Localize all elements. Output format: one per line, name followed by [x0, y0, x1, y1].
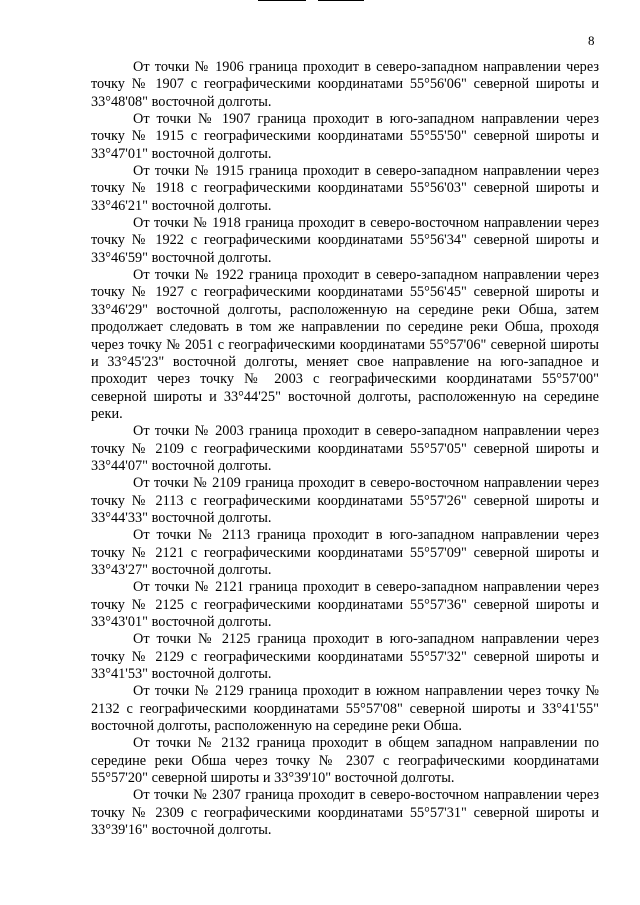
- paragraph-point-2113: От точки № 2113 граница проходит в юго-западном направлении через точку № 2121 с географическими координатами 55°57'09" северной широты и 33°43'27" восточной долготы.: [91, 527, 599, 578]
- paragraph-point-1922: От точки № 1922 граница проходит в северо-западном направлении через точку № 1927 с географическими координатами 55°56'45" северной широты и 33°46'29" восточной долготы, расположенную на середине реки Обша, затем продолжает следовать в том же направлении по середине реки Обша, проходя через точку № 2051 с географическими координатами 55°57'06" северной широты и 33°45'23" восточной долготы, меняет свое направление на юго-западное и проходит через точку № 2003 с географическими координатами 55°57'00" северной широты и 33°44'25" восточной долготы, расположенную на середине реки.: [91, 267, 599, 422]
- paragraph-point-2129: От точки № 2129 граница проходит в южном направлении через точку № 2132 с географическими координатами 55°57'08" северной широты и 33°41'55" восточной долготы, расположенную на середине реки Обша.: [91, 683, 599, 735]
- scan-edge-line-left: [258, 0, 306, 1]
- paragraph-point-1906: От точки № 1906 граница проходит в северо-западном направлении через точку № 1907 с географическими координатами 55°56'06" северной широты и 33°48'08" восточной долготы.: [91, 59, 599, 110]
- paragraph-point-2125: От точки № 2125 граница проходит в юго-западном направлении через точку № 2129 с географическими координатами 55°57'32" северной широты и 33°41'53" восточной долготы.: [91, 631, 599, 683]
- paragraph-point-2003: От точки № 2003 граница проходит в северо-западном направлении через точку № 2109 с географическими координатами 55°57'05" северной широты и 33°44'07" восточной долготы.: [91, 423, 599, 474]
- paragraph-point-2109: От точки № 2109 граница проходит в северо-восточном направлении через точку № 2113 с географическими координатами 55°57'26" северной широты и 33°44'33" восточной долготы.: [91, 475, 599, 526]
- paragraph-point-1918: От точки № 1918 граница проходит в северо-восточном направлении через точку № 1922 с географическими координатами 55°56'34" северной широты и 33°46'59" восточной долготы.: [91, 215, 599, 266]
- paragraph-point-1915: От точки № 1915 граница проходит в северо-западном направлении через точку № 1918 с географическими координатами 55°56'03" северной широты и 33°46'21" восточной долготы.: [91, 163, 599, 214]
- paragraph-point-2121: От точки № 2121 граница проходит в северо-западном направлении через точку № 2125 с географическими координатами 55°57'36" северной широты и 33°43'01" восточной долготы.: [91, 579, 599, 630]
- paragraph-point-2132: От точки № 2132 граница проходит в общем западном направлении по середине реки Обша через точку № 2307 с географическими координатами 55°57'20" северной широты и 33°39'10" восточной долготы.: [91, 735, 599, 787]
- paragraph-point-1907: От точки № 1907 граница проходит в юго-западном направлении через точку № 1915 с географическими координатами 55°55'50" северной широты и 33°47'01" восточной долготы.: [91, 111, 599, 162]
- scan-edge-line-right: [318, 0, 364, 1]
- document-body: [91, 59, 599, 839]
- paragraph-point-2307: От точки № 2307 граница проходит в северо-восточном направлении через точку № 2309 с географическими координатами 55°57'31" северной широты и 33°39'16" восточной долготы.: [91, 787, 599, 839]
- page-number: 8: [588, 33, 595, 48]
